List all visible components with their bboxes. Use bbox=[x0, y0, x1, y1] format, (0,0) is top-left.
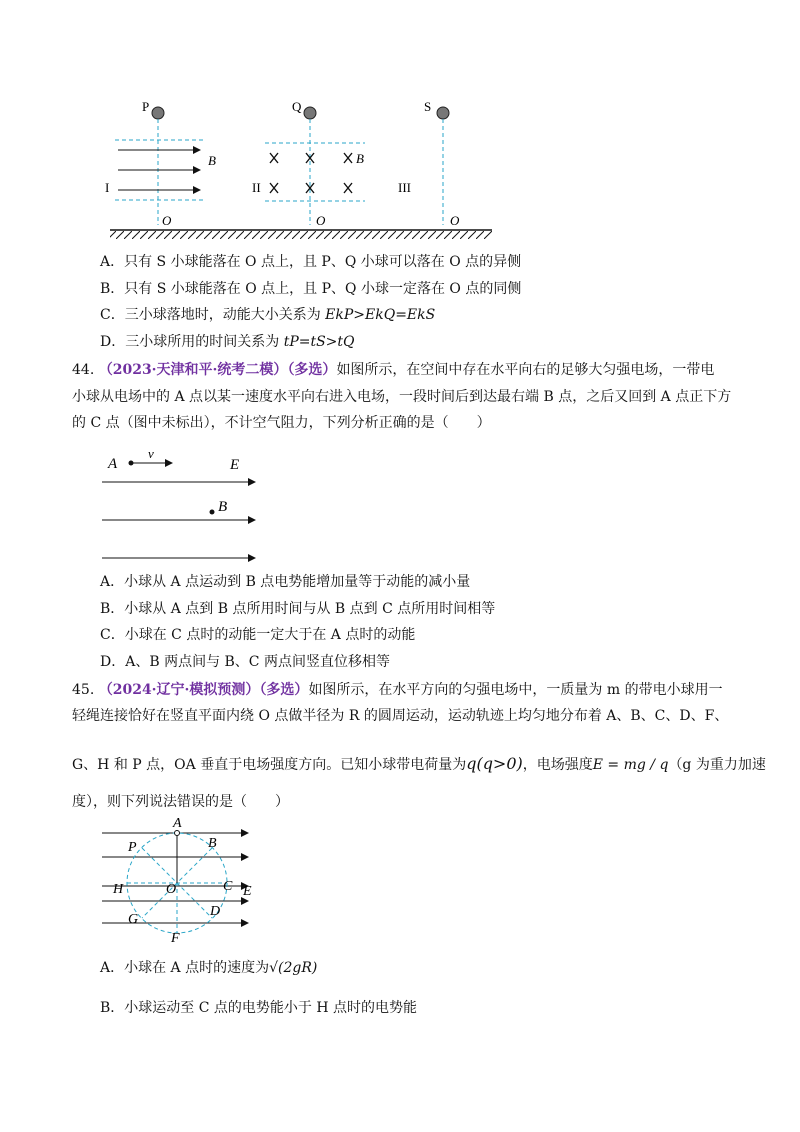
fig44-label-b: B bbox=[218, 499, 228, 515]
label-o1: O bbox=[162, 213, 172, 228]
q43-option-a: A．只有 S 小球能落在 O 点上，且 P、Q 小球可以落在 O 点的异侧 bbox=[100, 254, 522, 270]
fig45-label-f: F bbox=[171, 931, 180, 943]
q45-stem-line4: 度），则下列说法错误的是（ ） bbox=[72, 794, 289, 810]
q44-stem-line3: 的 C 点（图中未标出），不计空气阻力，下列分析正确的是（ ） bbox=[72, 415, 491, 431]
q45-line1-text: 如图所示，在水平方向的匀强电场中，一质量为 m 的带电小球用一 bbox=[308, 682, 723, 698]
q45-option-a bbox=[100, 958, 317, 978]
q44-multi-tag: （多选） bbox=[287, 362, 337, 378]
fig45-label-p: P bbox=[128, 840, 137, 855]
fig44-label-v: v bbox=[148, 446, 154, 461]
fig45-label-g: G bbox=[128, 912, 139, 927]
q43-option-d-text: D．三小球所用的时间关系为 bbox=[100, 334, 284, 350]
q45-option-a-text: A．小球在 A 点时的速度为 bbox=[100, 960, 270, 976]
q45-field-formula: E = mg / q bbox=[592, 757, 669, 773]
label-b2: B bbox=[356, 151, 364, 166]
q44-option-c: C．小球在 C 点时的动能一定大于在 A 点时的动能 bbox=[100, 627, 416, 643]
q45-line3-b: ，电场强度 bbox=[522, 757, 593, 773]
q43-option-d-formula: tP=tS>tQ bbox=[283, 334, 355, 350]
q44-line1-text: 如图所示，在空间中存在水平向右的足够大匀强电场，一带电 bbox=[336, 362, 715, 378]
q45-source-tag: （2024·辽宁·模拟预测） bbox=[98, 682, 260, 698]
label-o3: O bbox=[450, 213, 460, 228]
q44-stem-line1 bbox=[72, 360, 714, 380]
label-b1: B bbox=[208, 153, 216, 168]
q44-stem-line2: 小球从电场中的 A 点以某一速度水平向右进入电场，一段时间后到达最右端 B 点，之后又回到 A 点正下方 bbox=[72, 389, 732, 405]
label-s: S bbox=[424, 99, 432, 114]
q44-option-d: D．A、B 两点间与 B、C 两点间竖直位移相等 bbox=[100, 654, 390, 670]
figure-electric-field-q44 bbox=[100, 445, 270, 570]
q45-option-a-formula: √(2gR) bbox=[269, 960, 318, 976]
figure-three-balls bbox=[100, 95, 500, 245]
figure-circle-motion-q45 bbox=[98, 815, 268, 943]
q43-option-b: B．只有 S 小球能落在 O 点上，且 P、Q 小球一定落在 O 点的同侧 bbox=[100, 281, 522, 297]
fig45-label-b: B bbox=[208, 836, 217, 851]
q45-option-b: B．小球运动至 C 点的电势能小于 H 点时的电势能 bbox=[100, 1000, 418, 1016]
q43-option-d bbox=[100, 332, 355, 352]
region-i: I bbox=[105, 180, 110, 195]
q45-line3-a: G、H 和 P 点，OA 垂直于电场强度方向。已知小球带电荷量为 bbox=[72, 757, 467, 773]
fig45-label-e: E bbox=[243, 884, 252, 899]
label-p: P bbox=[142, 99, 150, 114]
label-q: Q bbox=[292, 99, 302, 114]
fig45-label-c: C bbox=[223, 879, 233, 894]
q45-number: 45. bbox=[72, 682, 95, 698]
fig45-label-a: A bbox=[173, 816, 182, 831]
q45-line3-c: （g 为重力加速 bbox=[668, 757, 766, 773]
q43-option-c-text: C．三小球落地时，动能大小关系为 bbox=[100, 307, 326, 323]
q43-option-c-formula: EkP>EkQ=EkS bbox=[325, 307, 436, 323]
fig45-label-d: D bbox=[210, 904, 221, 919]
fig44-label-a: A bbox=[108, 456, 118, 472]
q45-stem-line1 bbox=[72, 680, 723, 700]
q44-number: 44. bbox=[72, 362, 95, 378]
fig44-label-e: E bbox=[230, 457, 240, 473]
q45-stem-line2: 轻绳连接恰好在竖直平面内绕 O 点做半径为 R 的圆周运动，运动轨迹上均匀地分布着 A、B、C、D、F、 bbox=[72, 708, 729, 724]
label-o2: O bbox=[316, 213, 326, 228]
region-iii: III bbox=[398, 180, 411, 195]
q44-source-tag: （2023·天津和平·统考二模） bbox=[98, 362, 288, 378]
q45-charge-formula: q(q>0) bbox=[466, 754, 523, 773]
region-ii: II bbox=[252, 180, 261, 195]
fig45-label-o: O bbox=[166, 882, 177, 897]
fig45-label-h: H bbox=[113, 882, 124, 897]
q44-option-a: A．小球从 A 点运动到 B 点电势能增加量等于动能的减小量 bbox=[100, 574, 471, 590]
q44-option-b: B．小球从 A 点到 B 点所用时间与从 B 点到 C 点所用时间相等 bbox=[100, 601, 496, 617]
q45-stem-line3 bbox=[72, 754, 766, 775]
q43-option-c bbox=[100, 305, 435, 325]
q45-multi-tag: （多选） bbox=[259, 682, 309, 698]
